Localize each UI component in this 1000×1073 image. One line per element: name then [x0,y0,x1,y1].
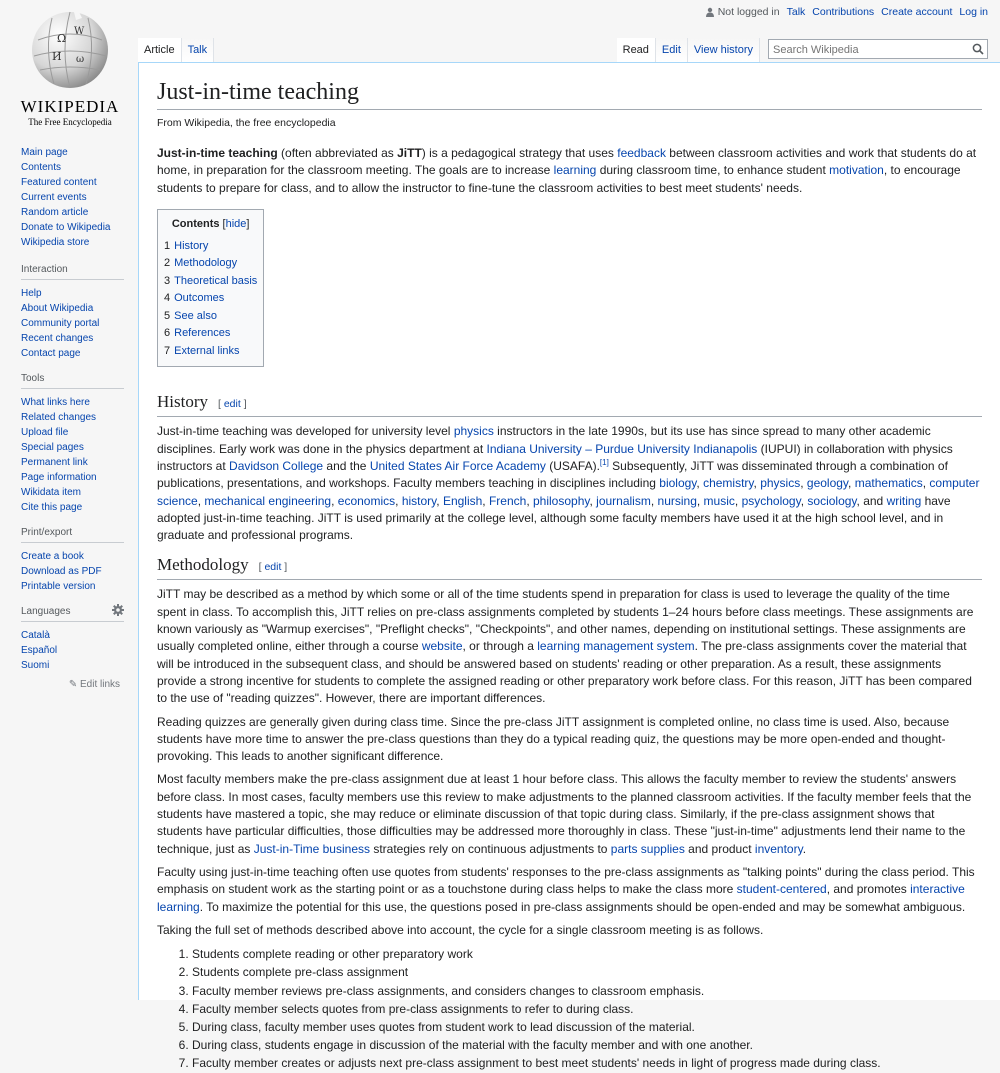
list-item: 4. Faculty member selects quotes from pre-class assignments to refer to during class. [192,1000,982,1018]
toc-number: 4 [164,292,171,305]
article-link[interactable]: French [488,493,527,508]
paragraph-text: , [800,493,808,508]
link-motivation[interactable]: motivation [829,163,884,178]
toc-number: 5 [164,309,171,322]
lead-text: during classroom time, to enhance student [596,163,830,178]
user-icon [705,7,715,17]
paragraph-text: JiTT may be described as a method by which some or all of the time students spend in preparation for class is used to leverage the quality of the time spent in class. To accomplish this, JiTT relies on pre-class assignments completed by students 1–24 hours before class meetings. These assignments are known variously as "Warmup exercises", "Preflight checks", "Checkpoints", and other names, depending on institutional settings. These assignments are usually completed online, either through a course [157,587,974,654]
paragraph-text: , or through a [462,639,538,654]
article-link[interactable]: United States Air Force Academy [369,458,546,473]
site-subtitle: From Wikipedia, the free encyclopedia [157,117,336,129]
list-item: 7. Faculty member creates or adjusts next pre-class assignment to best meet students' needs in light of progress made during class. [192,1054,982,1072]
tab-edit[interactable]: Edit [656,38,688,62]
toc-item[interactable] [164,290,257,308]
paragraph-text: Faculty using just-in-time teaching often use quotes from students' responses to the pre-class assignments as "talking points" during the class period. This emphasis on student work as the starting point or as a touchstone during class helps to make the class more [157,864,975,897]
article-link[interactable]: Indiana University – Purdue University Indianapolis [486,441,758,456]
article-link[interactable]: chemistry [703,476,754,491]
view-tabs [617,38,988,62]
section-heading-methodology [157,554,982,580]
paragraph-text: and product [684,841,755,856]
sidebar-tools [21,373,124,515]
toc-item[interactable] [164,255,257,273]
edit-links[interactable] [21,679,124,690]
log-in-link[interactable]: Log in [959,6,988,18]
sidebar-interaction [21,264,124,361]
article-link[interactable]: physics [760,476,801,491]
sidebar-item-recent-changes[interactable]: Recent changes [21,333,94,344]
sidebar-item-contents[interactable]: Contents [21,162,62,173]
paragraph-text: , [197,493,205,508]
toc-number: 3 [164,274,171,287]
article-content [138,62,1000,1071]
toc-item[interactable] [164,238,257,256]
link-learning[interactable]: learning [553,163,597,178]
section-edit: [ edit ] [258,561,288,574]
sidebar-item-related-changes[interactable]: Related changes [21,412,97,423]
logo-tagline: The Free Encyclopedia [28,117,112,127]
sidebar-item-wikidata-item[interactable]: Wikidata item [21,487,82,498]
article-link[interactable]: music [703,493,735,508]
sidebar-item-download-pdf[interactable]: Download as PDF [21,566,102,577]
paragraph-text: , [734,493,742,508]
language-link-suomi[interactable]: Suomi [21,660,50,671]
lead-text: (often abbreviated as [277,146,398,160]
toc-link-see-also[interactable]: See also [174,309,217,322]
sidebar-item-random-article[interactable]: Random article [21,207,89,218]
paragraph-text: , [589,493,597,508]
article-link[interactable]: physics [453,424,494,439]
table-of-contents [157,209,264,368]
puzzle-globe-icon [30,10,110,90]
paragraph-text: , [800,476,807,491]
article-link[interactable]: journalism [596,493,651,508]
article-link[interactable]: computer science [157,476,980,508]
paragraph-text: . To maximize the potential for this use, the questions posed in pre-class assignments should be open-ended and may be somewhat ambiguous. [199,899,966,914]
svg-text:Ω: Ω [57,32,67,45]
link-student-centered[interactable]: student-centered [736,882,827,897]
toc-number: 6 [164,327,171,340]
paragraph-text: , [650,493,658,508]
sidebar-item-page-information[interactable]: Page information [21,472,97,483]
toc-link-theoretical-basis[interactable]: Theoretical basis [174,274,258,287]
sidebar-print-export [21,527,124,594]
toc-title [164,218,257,230]
article-link[interactable]: psychology [741,493,801,508]
article-link[interactable]: writing [886,493,922,508]
sidebar-heading-interaction: Interaction [21,264,124,280]
paragraph-text: , [395,493,402,508]
language-link-espanol[interactable]: Español [21,645,58,656]
sidebar-item-donate[interactable]: Donate to Wikipedia [21,222,111,233]
paragraph-text: strategies rely on continuous adjustments to [370,841,611,856]
search-box [768,39,988,59]
wikipedia-logo[interactable] [18,10,122,127]
toc-link-references[interactable]: References [174,327,231,340]
link-just-in-time-business[interactable]: Just-in-Time business [253,841,370,856]
sidebar-languages [21,606,124,690]
list-item: 1. Students complete reading or other preparatory work [192,945,982,963]
sidebar-item-help[interactable]: Help [21,288,42,299]
list-item: 2. Students complete pre-class assignment [192,963,982,981]
classroom-cycle-list [157,945,982,1072]
paragraph-text: , [331,493,338,508]
toc-heading: Contents [171,217,220,230]
toc-link-external-links[interactable]: External links [174,344,240,357]
talk-link[interactable]: Talk [786,6,806,18]
sidebar-item-main-page[interactable]: Main page [21,147,68,158]
section-title: Methodology [157,555,249,575]
paragraph-text: and the [323,458,370,473]
article-link[interactable]: history [401,493,437,508]
citation-link[interactable]: [1] [599,457,609,467]
sidebar-item-upload-file[interactable]: Upload file [21,427,69,438]
tab-read[interactable]: Read [617,38,656,62]
not-logged-in-text: Not logged in [717,6,780,18]
paragraph-text: , [848,476,855,491]
gear-icon[interactable] [112,604,124,616]
paragraph-text: Most faculty members make the pre-class assignment due at least 1 hour before class. This allows the faculty member to review the students' answers before class. In most cases, faculty members use this review to make adjustments to the planned classroom activities. If the faculty member feels that the students have mastered a topic, she may reduce or eliminate discussion of that topic during class. Similarly, if the pre-class assignment shows that students have particular difficulties, those difficulties may be addressed more thoroughly in class. These "just-in-time" adjustments lend their name to the technique, just as [157,772,972,856]
link-inventory[interactable]: inventory [754,841,803,856]
paragraph-text: , [436,493,443,508]
lead-text: ) is a pedagogical strategy that uses [421,146,618,160]
toc-number: 7 [164,344,171,357]
history-paragraph [157,423,982,544]
paragraph-text: , [753,476,761,491]
methodology-paragraph-1 [157,586,982,707]
list-item: 3. Faculty member reviews pre-class assignments, and considers changes to classroom emphasis. [192,982,982,1000]
list-item: 6. During class, students engage in discussion of the material with the faculty member and with one another. [192,1036,982,1054]
paragraph-text: , [922,476,930,491]
lead-text: , to encourage students to prepare for class, and to allow the instructor to fine-tune the classroom activities to best meet students' needs. [157,163,961,195]
search-input[interactable] [769,41,967,59]
article-link[interactable]: nursing [657,493,697,508]
search-icon[interactable] [972,43,984,55]
section-heading-history [157,391,982,417]
svg-text:W: W [74,26,85,37]
pencil-icon: ✎ [68,679,78,690]
paragraph-text: . [802,841,807,856]
sidebar-item-permanent-link[interactable]: Permanent link [21,457,88,468]
section-title: History [157,392,208,412]
toc-item[interactable] [164,273,257,291]
sidebar-heading-print-export: Print/export [21,527,124,543]
article-link[interactable]: geology [806,476,849,491]
link-parts-supplies[interactable]: parts supplies [610,841,685,856]
methodology-paragraph-3 [157,771,982,857]
toc-hide-toggle[interactable]: [hide] [222,217,250,230]
sidebar-item-current-events[interactable]: Current events [21,192,87,203]
lead-bold-term: Just-in-time teaching [157,146,278,160]
section-edit: [ edit ] [218,398,247,411]
citation [600,458,609,467]
sidebar-item-community-portal[interactable]: Community portal [21,318,100,329]
lead-text: between classroom activities and work that students do at home, in preparation for the classroom meeting. The goals are to increase [157,146,977,178]
toc-item[interactable] [164,343,257,361]
sidebar-navigation [21,145,124,250]
paragraph-text: , [526,493,533,508]
methodology-paragraph-2: Reading quizzes are generally given during class time. Since the pre-class JiTT assignment is completed online, no class time is used. Also, because students have more time to answer the pre-class questions than they do a typical reading quiz, the questions may be more open-ended and thought-provoking. This leads to another significant difference. [157,714,950,764]
paragraph-text: instructors in the late 1990s, but its use has since spread to many other academic disciplines. Early work was done in the physics department at [157,424,931,456]
paragraph-text: , [696,476,704,491]
link-learning-management-system[interactable]: learning management system [537,639,695,654]
paragraph-text: have adopted just-in-time teaching. JiTT is used primarily at the college level, although some faculty members have used it at the high school level, and in graduate and professional programs. [157,493,951,543]
tab-talk[interactable]: Talk [182,38,215,62]
article-link[interactable]: Davidson College [229,458,324,473]
methodology-paragraph-5: Taking the full set of methods described above into account, the cycle for a single classroom meeting is as follows. [157,922,764,937]
edit-section-link[interactable]: edit [223,398,241,411]
link-website[interactable]: website [421,639,463,654]
namespace-tabs [138,38,214,62]
logo-wordmark: WIKIPEDIA [20,97,120,116]
article-link[interactable]: economics [337,493,396,508]
sidebar-item-special-pages[interactable]: Special pages [21,442,84,453]
lead-paragraph [157,145,982,197]
sidebar-heading-languages [21,606,124,622]
article-link[interactable]: English [442,493,483,508]
lead-bold-abbrev: JiTT [397,146,422,160]
svg-text:ω: ω [76,54,85,65]
toc-item[interactable] [164,325,257,343]
toc-link-outcomes[interactable]: Outcomes [174,292,225,305]
paragraph-text: , and promotes [826,882,911,897]
paragraph-text: . The pre-class assignments cover the material that will be introduced in the subsequent class, and should be answered based on students' reading or other preparation. As a result, these assignments provide a strong incentive for students to complete the assigned reading or other preparatory work before class. For this reason, JiTT has been compared to the use of "reading quizzes". However, there are important differences. [157,639,972,706]
create-account-link[interactable]: Create account [881,6,953,18]
methodology-paragraph-4 [157,864,982,916]
sidebar-item-printable-version[interactable]: Printable version [21,581,96,592]
link-interactive-learning[interactable]: interactive learning [157,882,965,914]
personal-tools [705,6,988,18]
sidebar-item-create-book[interactable]: Create a book [21,551,84,562]
paragraph-text: , and [856,493,887,508]
tab-view-history[interactable]: View history [688,38,760,62]
paragraph-text: (IUPUI) in collaboration with physics instructors at [157,441,953,473]
toc-item[interactable] [164,308,257,326]
sidebar-item-contact-page[interactable]: Contact page [21,348,81,359]
edit-section-link[interactable]: edit [264,561,282,574]
sidebar-item-cite-this-page[interactable]: Cite this page [21,502,83,513]
sidebar [0,140,138,702]
toc-link-methodology[interactable]: Methodology [174,257,238,270]
paragraph-text: Subsequently, JiTT was disseminated through a combination of publications, presentations, and workshops. Faculty members teaching in disciplines including [157,458,948,491]
article-link[interactable]: philosophy [533,493,590,508]
article-link[interactable]: biology [659,476,697,491]
page-title: Just-in-time teaching [157,77,982,110]
sidebar-item-featured-content[interactable]: Featured content [21,177,97,188]
language-link-catala[interactable]: Català [21,630,50,641]
sidebar-item-about[interactable]: About Wikipedia [21,303,94,314]
toc-hide-link[interactable]: hide [225,217,247,230]
sidebar-item-what-links-here[interactable]: What links here [21,397,90,408]
list-item: 5. During class, faculty member uses quotes from student work to lead discussion of the material. [192,1018,982,1036]
languages-heading-label: Languages [21,606,71,617]
tab-article[interactable]: Article [138,38,182,62]
toc-link-history[interactable]: History [174,239,209,252]
sidebar-item-store[interactable]: Wikipedia store [21,237,90,248]
link-feedback[interactable]: feedback [617,146,666,160]
svg-text:И: И [52,50,62,63]
article-link[interactable]: sociology [807,493,857,508]
article-link[interactable]: mathematics [854,476,923,491]
paragraph-text: , [482,493,489,508]
edit-links-label: Edit links [79,679,120,690]
sidebar-heading-tools: Tools [21,373,124,389]
toc-number: 1 [164,239,171,252]
article-link[interactable]: mechanical engineering [204,493,332,508]
paragraph-text: (USAFA). [545,458,600,473]
paragraph-text: Just-in-time teaching was developed for university level [157,424,454,439]
toc-number: 2 [164,257,171,270]
paragraph-text: , [696,493,704,508]
contributions-link[interactable]: Contributions [812,6,875,18]
